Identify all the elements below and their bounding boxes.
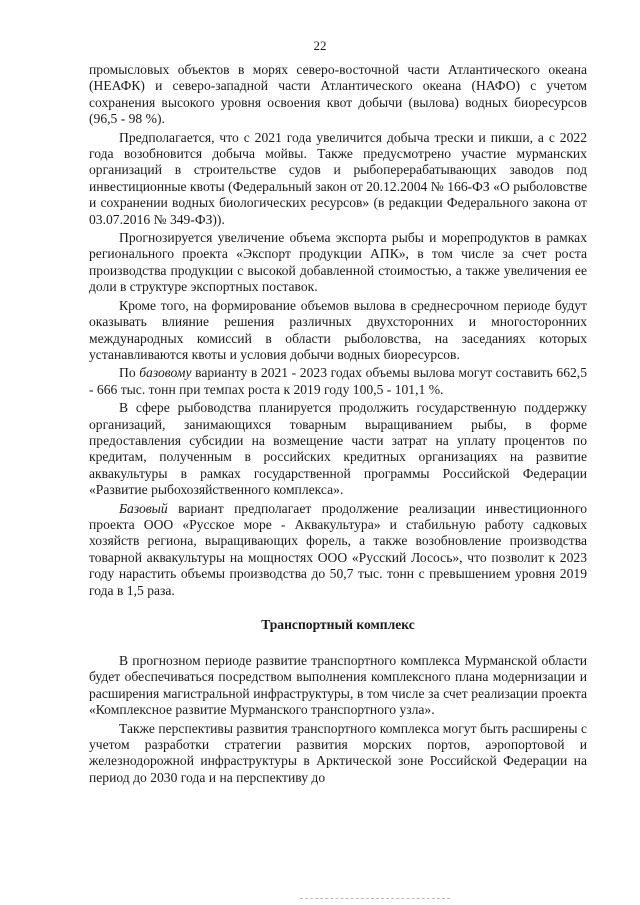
paragraph-transport-prospects: Также перспективы развития транспортного комплекса могут быть расширены с учетом разработки стратегии развития морских портов, аэропортовой и железнодорожной инфраструктуры в Арктической зоне Российской Федерации на период до 2030 года и на перспективу до (89, 720, 587, 785)
paragraph-base-variant (89, 365, 587, 398)
paragraph-fishing-objects: промысловых объектов в морях северо-восточной части Атлантического океана (НЕАФК) и северо-западной части Атлантического океана (НАФО) с учетом сохранения высокого уровня освоения квот добычи (вылова) водных биоресурсов (96,5 - 98 %). (89, 62, 587, 127)
base-suffix: варианту в 2021 - 2023 годах объемы вылова могут составить 662,5 - 666 тыс. тонн при темпах роста к 2019 году 100,5 - 101,1 %. (89, 365, 588, 397)
paragraph-transport-development: В прогнозном периоде развитие транспортного комплекса Мурманской области будет обеспечиваться посредством выполнения комплексного плана модернизации и расширения магистральной инфраструктуры, в том числе за счет реализации проекта «Комплексное развитие Мурманского транспортного узла». (89, 653, 587, 718)
paragraph-cod-haddock: Предполагается, что с 2021 года увеличится добыча трески и пикши, а с 2022 года возобновится добыча мойвы. Также предусмотрено участие мурманских организаций в строительстве судов и рыбоперерабатывающих заводов под инвестиционные квоты (Федеральный закон от 20.12.2004 № 166-ФЗ «О рыболовстве и сохранении водных биологических ресурсов» (в редакции Федерального закона от 03.07.2016 № 349-ФЗ)). (89, 129, 587, 227)
page-number: 22 (313, 38, 327, 53)
base2-italic: Базовый (119, 500, 168, 516)
base-italic: базовому (139, 365, 192, 381)
paragraph-export: Прогнозируется увеличение объема экспорта рыбы и морепродуктов в рамках регионального проекта «Экспорт продукции АПК», в том числе за счет роста производства продукции с высокой добавленной стоимостью, а также увеличения ее доли в структуре экспортных поставок. (89, 230, 587, 295)
base2-suffix: вариант предполагает продолжение реализации инвестиционного проекта ООО «Русское море - Аквакультура» и стабильную работу садковых хозяйств региона, выращивающих форель, а также возобновление производства товарной аквакультуры на мощностях ООО «Русский Лосось», что позволит к 2023 году нарастить объемы производства до 50,7 тыс. тонн с превышением уровня 2019 года в 1,5 раза. (89, 500, 587, 598)
paragraph-commissions: Кроме того, на формирование объемов вылова в среднесрочном периоде будут оказывать влияние решения различных двухсторонних и многосторонних международных комиссий в области рыболовства, на заседаниях которых устанавливаются квоты и условия добычи водных биоресурсов. (89, 297, 587, 362)
document-body (89, 62, 587, 788)
base-prefix: По (119, 365, 140, 381)
paragraph-base-variant-aquaculture (89, 501, 587, 599)
footer-divider (300, 898, 450, 905)
section-heading: Транспортный комплекс (261, 617, 415, 632)
paragraph-fish-farming: В сфере рыбоводства планируется продолжить государственную поддержку организаций, занимающихся товарным выращиванием рыбы, в форме предоставления субсидии на возмещение части затрат на уплату процентов по кредитам, полученным в российских кредитных организациях на развитие аквакультуры в рамках государственной программы Российской Федерации «Развитие рыбохозяйственного комплекса». (89, 400, 587, 498)
